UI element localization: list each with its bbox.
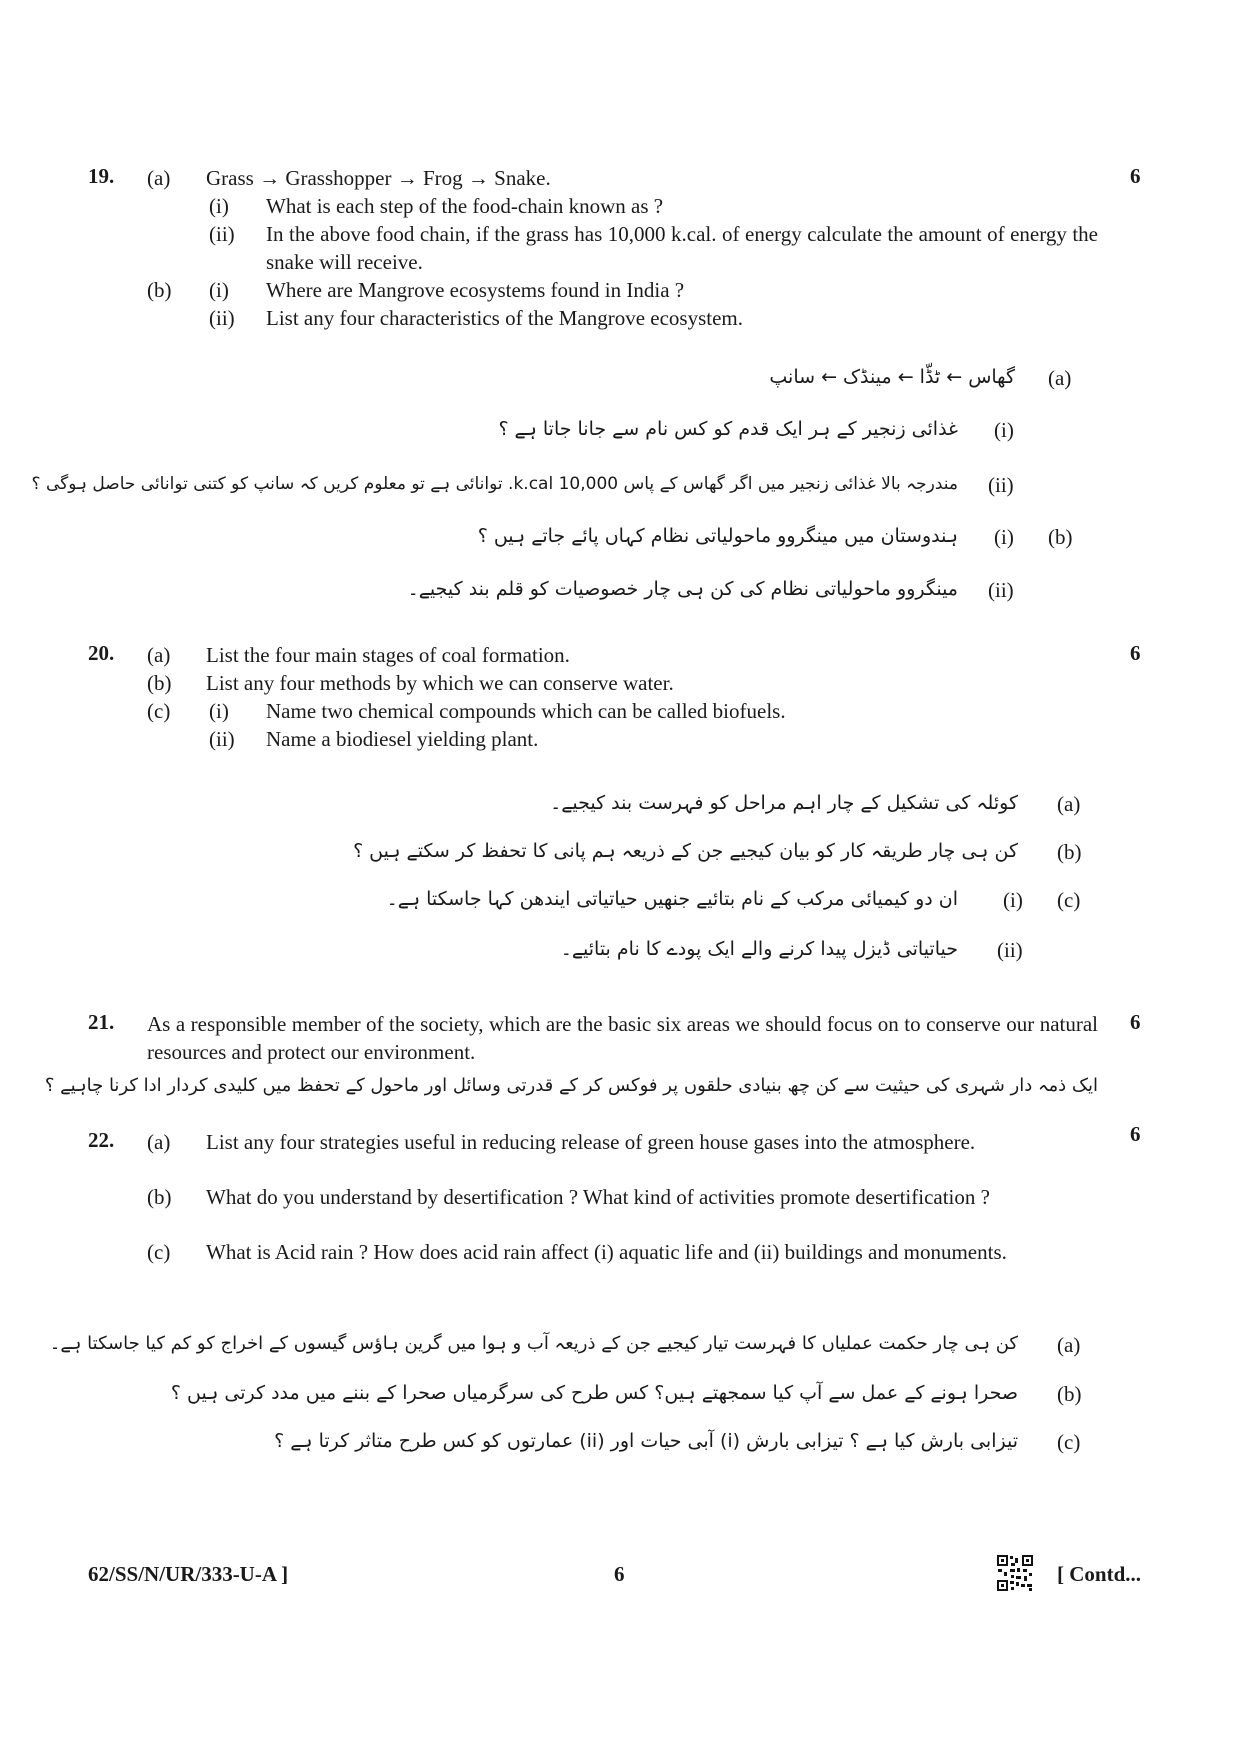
question-text: What is each step of the food-chain known as ? bbox=[266, 194, 664, 218]
part-label: (c) bbox=[147, 1240, 171, 1264]
urdu-text: ایک ذمہ دار شہری کی حیثیت سے کن چھ بنیادی حلقوں پر فوکس کر کے قدرتی وسائل اور ماحول کے تحفظ میں کلیدی کردار ادا کرنا چاہیے ؟ bbox=[44, 1075, 1098, 1096]
urdu-text: کوئلہ کی تشکیل کے چار اہم مراحل کو فہرست بند کیجیے۔ bbox=[550, 792, 1018, 814]
question-text: List any four methods by which we can conserve water. bbox=[206, 671, 674, 695]
subpart-label: (i) bbox=[1003, 888, 1023, 912]
part-label: (b) bbox=[147, 1185, 172, 1209]
part-label: (c) bbox=[1057, 888, 1081, 912]
part-label: (a) bbox=[1048, 366, 1072, 390]
part-label: (b) bbox=[147, 278, 172, 302]
marks: 6 bbox=[1130, 641, 1141, 665]
question-text: In the above food chain, if the grass has 10,000 k.cal. of energy calculate the amount of energy the snake will receive. bbox=[266, 222, 1098, 274]
question-text: Name two chemical compounds which can be called biofuels. bbox=[266, 699, 786, 723]
urdu-text: ان دو کیمیائی مرکب کے نام بتائیے جنھیں حیاتیاتی ایندھن کہا جاسکتا ہے۔ bbox=[386, 888, 958, 910]
part-label: (b) bbox=[1048, 525, 1073, 549]
continued-label: [ Contd... bbox=[1057, 1562, 1142, 1586]
urdu-text: گھاس ← ٹڈّا ← مینڈک ← سانپ bbox=[769, 366, 1015, 388]
subpart-label: (ii) bbox=[209, 222, 235, 246]
subpart-label: (i) bbox=[994, 418, 1014, 442]
qr-code-icon bbox=[996, 1554, 1034, 1592]
urdu-text: کن ہی چار حکمت عملیاں کا فہرست تیار کیجیے جن کے ذریعہ آب و ہوا میں گرین ہاؤس گیسوں کے اخراج کو کم کیا جاسکتا ہے۔ bbox=[49, 1333, 1018, 1354]
question-text: Name a biodiesel yielding plant. bbox=[266, 727, 539, 751]
question-number: 19. bbox=[88, 164, 115, 188]
urdu-text: ہندوستان میں مینگروو ماحولیاتی نظام کہاں پائے جاتے ہیں ؟ bbox=[477, 525, 958, 547]
page-number: 6 bbox=[614, 1562, 625, 1586]
urdu-text: کن ہی چار طریقہ کار کو بیان کیجیے جن کے ذریعہ ہم پانی کا تحفظ کر سکتے ہیں ؟ bbox=[353, 840, 1018, 862]
urdu-text: مندرجہ بالا غذائی زنجیر میں اگر گھاس کے پاس 10,000 k.cal. توانائی ہے تو معلوم کریں کہ سانپ کو کتنی توانائی حاصل ہوگی ؟ bbox=[31, 474, 958, 494]
part-label: (a) bbox=[147, 1130, 171, 1154]
subpart-label: (ii) bbox=[988, 473, 1014, 497]
question-text: Where are Mangrove ecosystems found in India ? bbox=[266, 278, 685, 302]
part-label: (a) bbox=[147, 643, 171, 667]
question-text: What is Acid rain ? How does acid rain affect (i) aquatic life and (ii) buildings and monuments. bbox=[206, 1240, 1007, 1264]
urdu-text: غذائی زنجیر کے ہر ایک قدم کو کس نام سے جانا جاتا ہے ؟ bbox=[498, 418, 958, 440]
part-label: (b) bbox=[1057, 840, 1082, 864]
urdu-text: مینگروو ماحولیاتی نظام کی کن ہی چار خصوصیات کو قلم بند کیجیے۔ bbox=[407, 578, 958, 600]
subpart-label: (ii) bbox=[988, 578, 1014, 602]
question-text: As a responsible member of the society, which are the basic six areas we should focus on to conserve our natural resources and protect our environment. bbox=[147, 1012, 1098, 1064]
urdu-text: تیزابی بارش کیا ہے ؟ تیزابی بارش (i) آبی حیات اور (ii) عمارتوں کو کس طرح متاثر کرتا ہے ؟ bbox=[274, 1430, 1018, 1452]
question-number: 21. bbox=[88, 1010, 115, 1034]
question-text: What do you understand by desertification ? What kind of activities promote desertification ? bbox=[206, 1185, 990, 1209]
urdu-text: صحرا ہونے کے عمل سے آپ کیا سمجھتے ہیں؟ کس طرح کی سرگرمیاں صحرا کے بننے میں مدد کرتی ہیں ؟ bbox=[170, 1382, 1018, 1404]
part-label: (b) bbox=[147, 671, 172, 695]
question-number: 22. bbox=[88, 1128, 115, 1152]
part-label: (c) bbox=[1057, 1430, 1081, 1454]
subpart-label: (i) bbox=[209, 194, 229, 218]
question-number: 20. bbox=[88, 641, 115, 665]
subpart-label: (ii) bbox=[997, 938, 1023, 962]
subpart-label: (i) bbox=[209, 278, 229, 302]
question-text: List any four characteristics of the Mangrove ecosystem. bbox=[266, 306, 744, 330]
subpart-label: (i) bbox=[994, 525, 1014, 549]
part-label: (a) bbox=[1057, 792, 1081, 816]
part-label: (a) bbox=[147, 166, 171, 190]
subpart-label: (ii) bbox=[209, 727, 235, 751]
part-label: (a) bbox=[1057, 1333, 1081, 1357]
subpart-label: (i) bbox=[209, 699, 229, 723]
question-text: List the four main stages of coal formation. bbox=[206, 643, 570, 667]
question-text: Grass → Grasshopper → Frog → Snake. bbox=[206, 166, 551, 190]
part-label: (b) bbox=[1057, 1382, 1082, 1406]
question-text: List any four strategies useful in reducing release of green house gases into the atmosphere. bbox=[206, 1130, 976, 1154]
part-label: (c) bbox=[147, 699, 171, 723]
paper-code: 62/SS/N/UR/333-U-A ] bbox=[88, 1562, 289, 1586]
marks: 6 bbox=[1130, 164, 1141, 188]
marks: 6 bbox=[1130, 1122, 1141, 1146]
marks: 6 bbox=[1130, 1010, 1141, 1034]
urdu-text: حیاتیاتی ڈیزل پیدا کرنے والے ایک پودے کا نام بتائیے۔ bbox=[560, 938, 958, 960]
subpart-label: (ii) bbox=[209, 306, 235, 330]
